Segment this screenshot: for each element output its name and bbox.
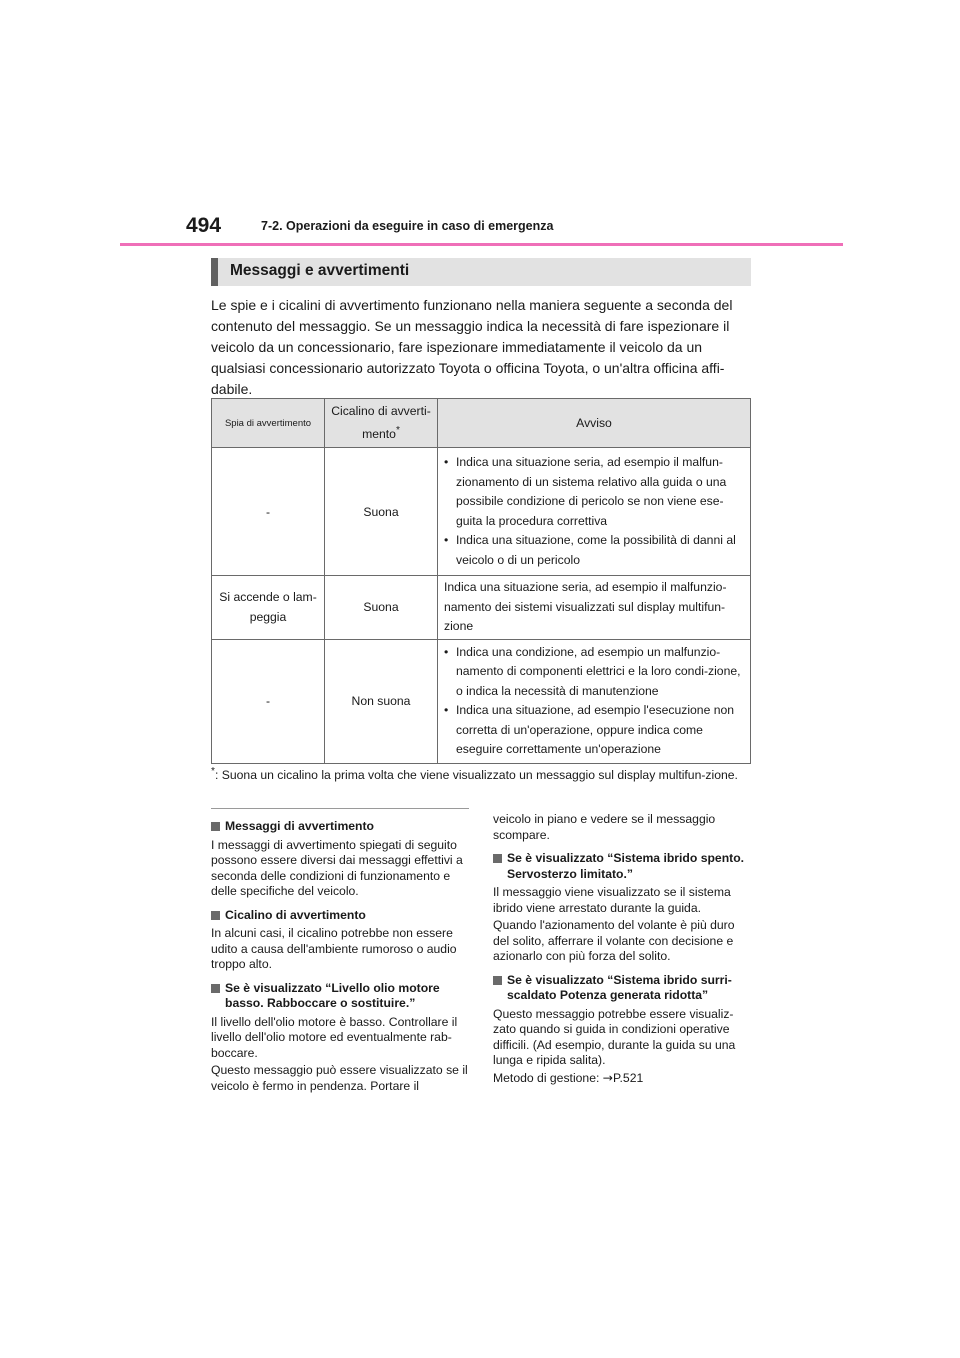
procedure-line: Metodo di gestione: →P.521 xyxy=(493,1070,644,1085)
cell-notice xyxy=(438,576,751,640)
table-header-row xyxy=(212,399,751,448)
paragraph: Il livello dell'olio motore è basso. Controllare il livello dell'olio motore ed eventualmente rab-boccare. xyxy=(211,1014,458,1060)
notice-text: Indica una situazione seria, ad esempio il malfunzio-namento dei sistemi visualizzati sul display multifun-zione xyxy=(444,580,727,633)
notice-bullet: • Indica una situazione, come la possibilità di danni al veicolo o di un pericolo xyxy=(442,531,746,570)
section-title: Messaggi e avvertimenti xyxy=(230,262,410,279)
paragraph: veicolo in piano e vedere se il messaggio scompare. xyxy=(493,812,716,842)
table-row xyxy=(212,639,751,763)
header-warning-light: Spia di avvertimento xyxy=(212,399,325,448)
cell-buzzer: Suona xyxy=(325,576,438,640)
page-reference[interactable]: P.521 xyxy=(612,1070,644,1085)
page-number: 494 xyxy=(186,214,222,237)
footnote-mark: * xyxy=(211,766,215,777)
cell-notice xyxy=(438,639,751,763)
cell-buzzer: Non suona xyxy=(325,639,438,763)
left-column xyxy=(211,808,469,1102)
column-divider xyxy=(211,808,469,809)
paragraph: Quando l'azionamento del volante è più duro del solito, afferrare il volante con decisione e azionarlo con più forza del solito. xyxy=(493,918,735,963)
footnote-text: : Suona un cicalino la prima volta che viene visualizzato un messaggio sul display multifun-zione. xyxy=(214,768,738,783)
subheading: Se è visualizzato “Sistema ibrido surri-scaldato Potenza generata ridotta” xyxy=(493,973,751,1004)
notice-bullet: • Indica una situazione, ad esempio l'esecuzione non corretta di un'operazione, oppure indica come eseguire correttamente un'operazione xyxy=(442,701,746,760)
paragraph: Questo messaggio può essere visualizzato se il veicolo è fermo in pendenza. Portare il xyxy=(211,1063,468,1093)
header-buzzer: Cicalino di avverti-mento* xyxy=(325,399,438,448)
section-heading xyxy=(211,258,751,286)
table-row xyxy=(212,576,751,640)
square-bullet-icon xyxy=(493,976,502,985)
cell-light: - xyxy=(212,448,325,576)
intro-paragraph: Le spie e i cicalini di avvertimento funzionano nella maniera seguente a seconda del contenuto del messaggio. Se un messaggio indica la necessità di fare ispezionare il veicolo da un concessionario, fare ispezionare immediatamente il veicolo da un qualsiasi concessionario autorizzato Toyota o officina Toyota, o un'altra officina affi-dabile. xyxy=(211,297,733,397)
paragraph: In alcuni casi, il cicalino potrebbe non essere udito a causa dell'ambiente rumoroso o audio troppo alto. xyxy=(211,926,457,971)
subheading: Se è visualizzato “Livello olio motore basso. Rabboccare o sostituire.” xyxy=(211,981,469,1012)
notice-bullet: • Indica una condizione, ad esempio un malfunzio-namento di componenti elettrici e la loro condi-zione, o indica la necessità di manutenzione xyxy=(442,643,746,702)
subheading: Se è visualizzato “Sistema ibrido spento. Servosterzo limitato.” xyxy=(493,851,751,882)
table-footnote xyxy=(211,762,756,785)
paragraph: I messaggi di avvertimento spiegati di seguito possono essere diversi dai messaggi effettivi a seconda delle condizioni di funzionamento e delle specifiche del veicolo. xyxy=(211,837,463,898)
header-rule xyxy=(120,243,843,246)
warning-table xyxy=(211,398,751,764)
footnote-mark: * xyxy=(395,425,400,437)
cell-light: Si accende o lam-peggia xyxy=(212,576,325,640)
subheading: Cicalino di avvertimento xyxy=(211,908,469,924)
square-bullet-icon xyxy=(493,854,502,863)
chapter-title: 7-2. Operazioni da eseguire in caso di emergenza xyxy=(261,219,554,233)
paragraph: Il messaggio viene visualizzato se il sistema ibrido viene arrestato durante la guida. xyxy=(493,885,731,915)
header-notice: Avviso xyxy=(438,399,751,448)
square-bullet-icon xyxy=(211,911,220,920)
table-row xyxy=(212,448,751,576)
cell-notice xyxy=(438,448,751,576)
notice-bullet: • Indica una situazione seria, ad esempio il malfun-zionamento di un sistema relativo alla guida o una possibile condizione di pericolo se non viene ese-guita la procedura correttiva xyxy=(442,453,746,531)
arrow-right-icon: → xyxy=(602,1070,613,1085)
square-bullet-icon xyxy=(211,822,220,831)
cell-light: - xyxy=(212,639,325,763)
square-bullet-icon xyxy=(211,984,220,993)
right-column xyxy=(493,812,751,1094)
paragraph: Questo messaggio potrebbe essere visualiz-zato quando si guida in condizioni operative difficili. (Ad esempio, durante la guida su una lunga e ripida salita). xyxy=(493,1006,736,1067)
subheading: Messaggi di avvertimento xyxy=(211,819,469,835)
cell-buzzer: Suona xyxy=(325,448,438,576)
